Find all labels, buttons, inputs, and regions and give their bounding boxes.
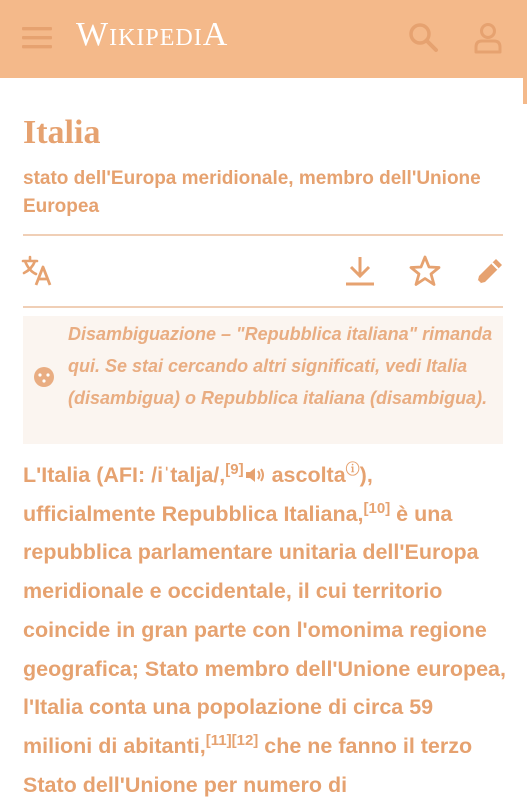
hatnote-prefix: Disambiguazione – "Repubblica italiana" rimanda qui. Se stai cercando altri significati, vedi — [68, 324, 493, 376]
wikipedia-logo[interactable]: WIKIPEDIA — [76, 16, 229, 53]
header-bar — [0, 0, 527, 78]
afi-close: ), — [359, 463, 373, 487]
listen-link[interactable]: ascolta — [265, 463, 346, 487]
speaker-icon[interactable] — [244, 458, 266, 476]
star-icon[interactable] — [408, 254, 442, 288]
official-name: Repubblica Italiana, — [161, 501, 364, 526]
hatnote-middle: o — [180, 388, 202, 408]
disambiguation-icon — [33, 366, 55, 388]
reference-11[interactable]: [11] — [205, 731, 232, 749]
paragraph-text: è una repubblica parlamentare unitaria dell'Europa meridionale e occidentale, il cui territorio coincide in gran parte con l'omonima regione geografica; Stato membro dell'Unione europea, l'Italia conta una popolazione di circa 59 milioni di abitanti, — [23, 501, 506, 758]
reference-10[interactable]: [10] — [363, 499, 391, 517]
paragraph-text-continued: che ne fanno il terzo Stato dell'Unione per numero di — [23, 733, 473, 797]
hatnote-text — [68, 318, 498, 414]
reference-12[interactable]: [12] — [231, 731, 259, 749]
reference-9[interactable]: [9] — [225, 460, 244, 478]
comma: , — [219, 463, 226, 487]
hatnote-box — [23, 316, 503, 444]
hatnote-link-italia-disambigua[interactable]: Italia (disambigua) — [68, 356, 468, 408]
pencil-icon[interactable] — [472, 254, 506, 288]
page-subtitle: stato dell'Europa meridionale, membro dell'Unione Europea — [23, 168, 481, 217]
ipa-pronunciation[interactable]: /iˈtalja/ — [151, 463, 220, 487]
scrollbar-thumb[interactable] — [523, 78, 527, 104]
hamburger-menu-icon[interactable] — [22, 24, 54, 52]
afi-open: (AFI: — [90, 463, 152, 487]
lead-paragraph: L'Italia (AFI: /iˈtalja/,[9] ascoltaⓘ), ufficialmente Repubblica Italiana,[10] è una repubblica parlamentare unitaria dell'Europa meridionale e occidentale, il cui territorio coincide in gran parte con l'omonima regione geografica; Stato membro dell'Unione europea, l'Italia conta una popolazione di circa 59 milioni di abitanti,[11][12] che ne fanno il terzo Stato dell'Unione per numero di — [23, 456, 508, 804]
page-title: Italia — [23, 114, 101, 151]
hatnote-link-repubblica-disambigua[interactable]: Repubblica italiana (disambigua) — [201, 388, 483, 408]
lead-bold-title: L'Italia — [23, 463, 91, 487]
download-icon[interactable] — [343, 254, 377, 288]
officially-text: ufficialmente — [23, 501, 162, 526]
divider — [23, 234, 503, 236]
divider — [23, 306, 503, 308]
search-icon[interactable] — [408, 22, 440, 54]
user-icon[interactable] — [470, 20, 506, 56]
hatnote-suffix: . — [482, 388, 488, 408]
translate-icon[interactable] — [21, 254, 55, 288]
